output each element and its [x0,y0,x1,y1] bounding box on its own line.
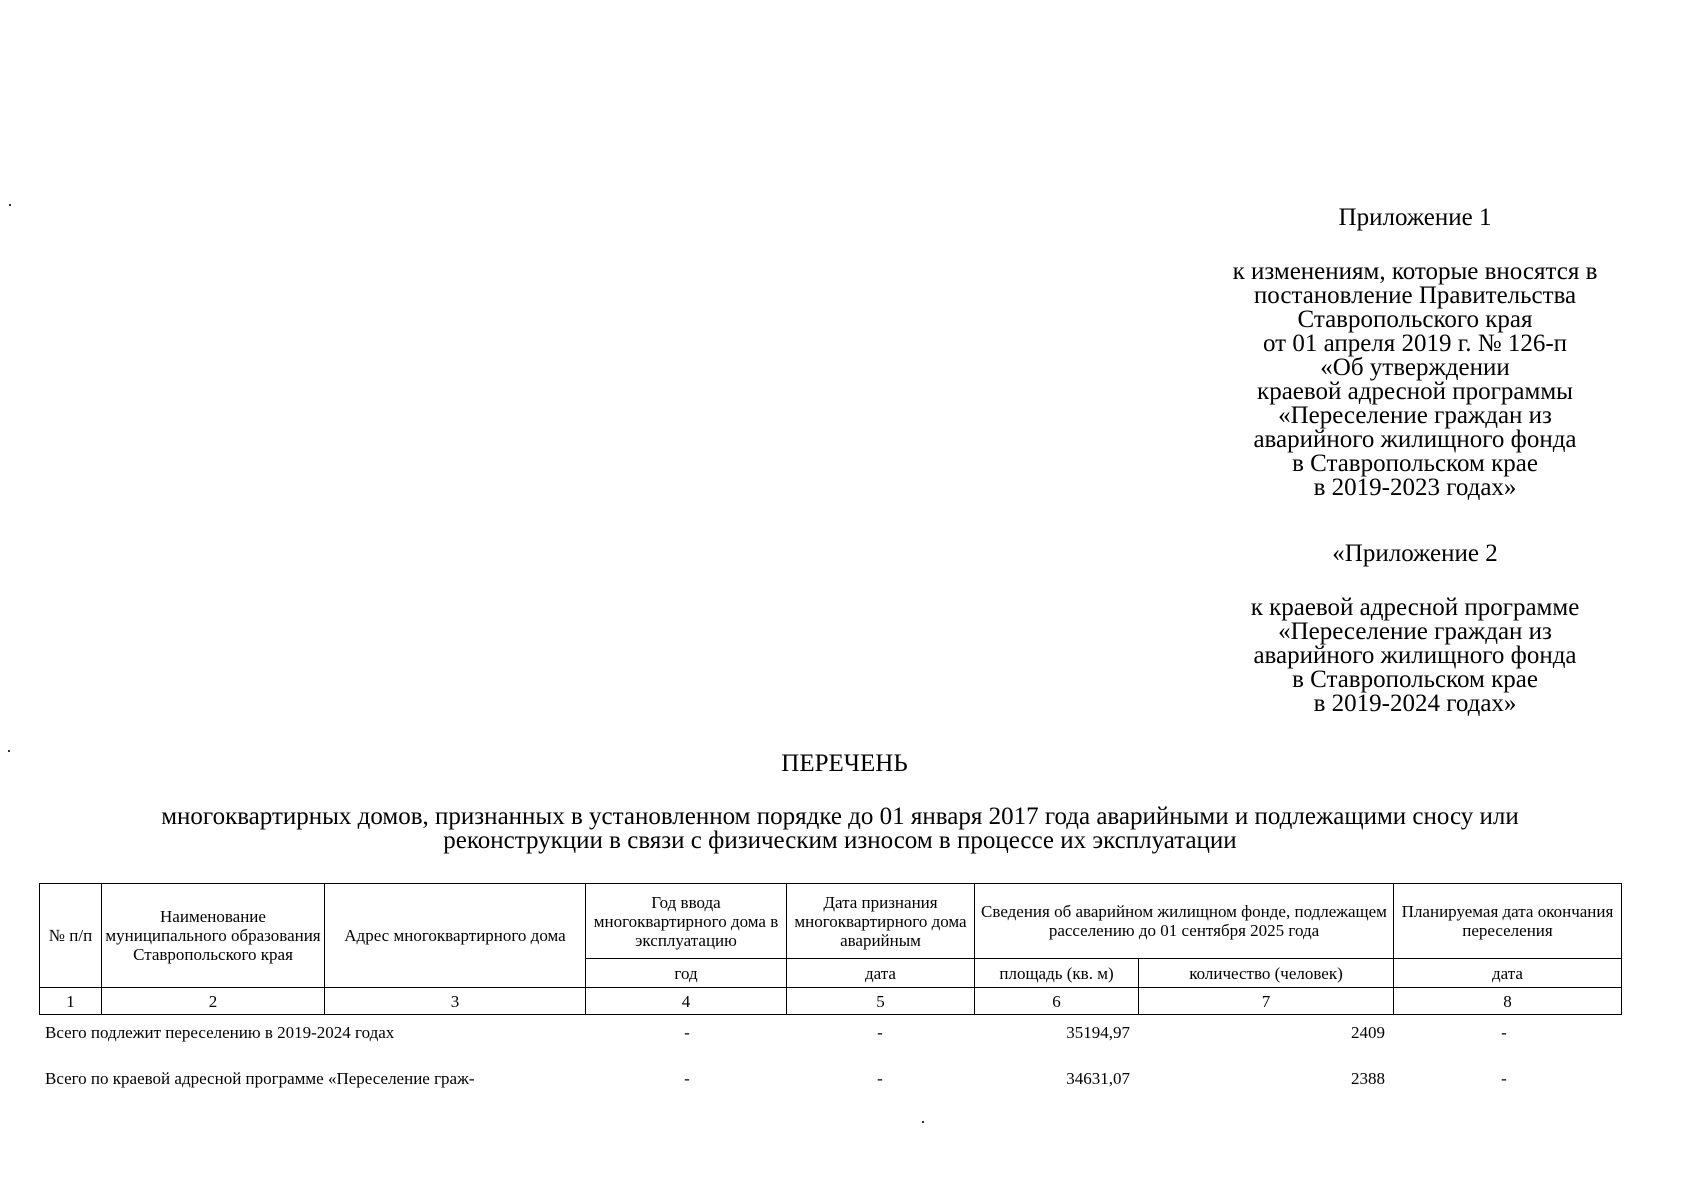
appendix2-line: аварийного жилищного фонда [1253,642,1577,669]
header-year-built: Год ввода многоквартирного дома в эксплуатацию [586,884,787,959]
appendix1-line: краевой адресной программы [1257,378,1573,405]
summary-area: 34631,07 [1066,1069,1130,1088]
appendix2-line: в Ставропольском крае [1292,666,1538,693]
document-subtitle [40,805,1640,853]
summary-count: 2409 [1351,1023,1385,1042]
appendix1-line: в 2019-2023 годах» [1313,474,1517,501]
appendix1-line: от 01 апреля 2019 г. № 126-п [1262,330,1568,357]
column-number-row [40,988,1622,1015]
column-number: 7 [1139,988,1394,1015]
scan-speck [9,204,11,206]
appendix1-line: в Ставропольском крае [1292,450,1538,477]
appendix1-line: постановление Правительства [1253,282,1577,309]
column-number: 8 [1394,988,1622,1015]
appendix1-line: «Переселение граждан из [1278,402,1552,429]
appendix2-line: «Переселение граждан из [1278,618,1552,645]
appendix2-line: к краевой адресной программе [1250,594,1580,621]
housing-table [39,883,1622,1015]
summary-year: - [684,1069,690,1088]
column-number: 6 [975,988,1139,1015]
column-number: 5 [787,988,975,1015]
appendix1-text [1180,260,1650,500]
appendix1-line: аварийного жилищного фонда [1253,426,1577,453]
appendix1-line: «Об утверждении [1320,354,1510,381]
summary-count: 2388 [1351,1069,1385,1088]
header-fund-info: Сведения об аварийном жилищном фонде, подлежащем расселению до 01 сентября 2025 года [975,884,1394,959]
summary-row-program [0,1067,1689,1091]
table-header-row [40,884,1622,959]
header-num: № п/п [40,884,102,988]
summary-row-total [0,1021,1689,1045]
summary-year: - [684,1023,690,1042]
document-title: ПЕРЕЧЕНЬ [781,750,908,777]
appendix1-line: Ставропольского края [1297,306,1533,333]
header-planned-date: Планируемая дата окончания переселения [1394,884,1622,959]
summary-plan: - [1501,1023,1507,1042]
summary-label: Всего по краевой адресной программе «Переселение граж- [45,1069,475,1088]
subheader-year: год [586,959,787,988]
summary-date: - [877,1069,883,1088]
summary-plan: - [1501,1069,1507,1088]
column-number: 3 [325,988,586,1015]
appendix1-title: Приложение 1 [1338,204,1492,231]
header-emergency-date: Дата признания многоквартирного дома аварийным [787,884,975,959]
appendix2-text [1180,596,1650,716]
column-number: 4 [586,988,787,1015]
header-municipality: Наименование муниципального образования Ставропольского края [102,884,325,988]
summary-label: Всего подлежит переселению в 2019-2024 годах [45,1023,395,1042]
column-number: 2 [102,988,325,1015]
summary-area: 35194,97 [1066,1023,1130,1042]
subheader-count: количество (человек) [1139,959,1394,988]
appendix2-title: «Приложение 2 [1332,540,1498,567]
subtitle-line: реконструкции в связи с физическим износом в процессе их эксплуатации [443,827,1237,854]
subheader-area: площадь (кв. м) [975,959,1139,988]
scan-speck [922,1121,924,1123]
appendix2-line: в 2019-2024 годах» [1313,690,1517,717]
summary-date: - [877,1023,883,1042]
column-number: 1 [40,988,102,1015]
header-address: Адрес многоквартирного дома [325,884,586,988]
subheader-plan: дата [1394,959,1622,988]
subtitle-line: многоквартирных домов, признанных в установленном порядке до 01 января 2017 года аварийными и подлежащими сносу или [161,803,1519,830]
scan-speck [8,750,10,752]
appendix1-line: к изменениям, которые вносятся в [1232,258,1598,285]
subheader-date: дата [787,959,975,988]
